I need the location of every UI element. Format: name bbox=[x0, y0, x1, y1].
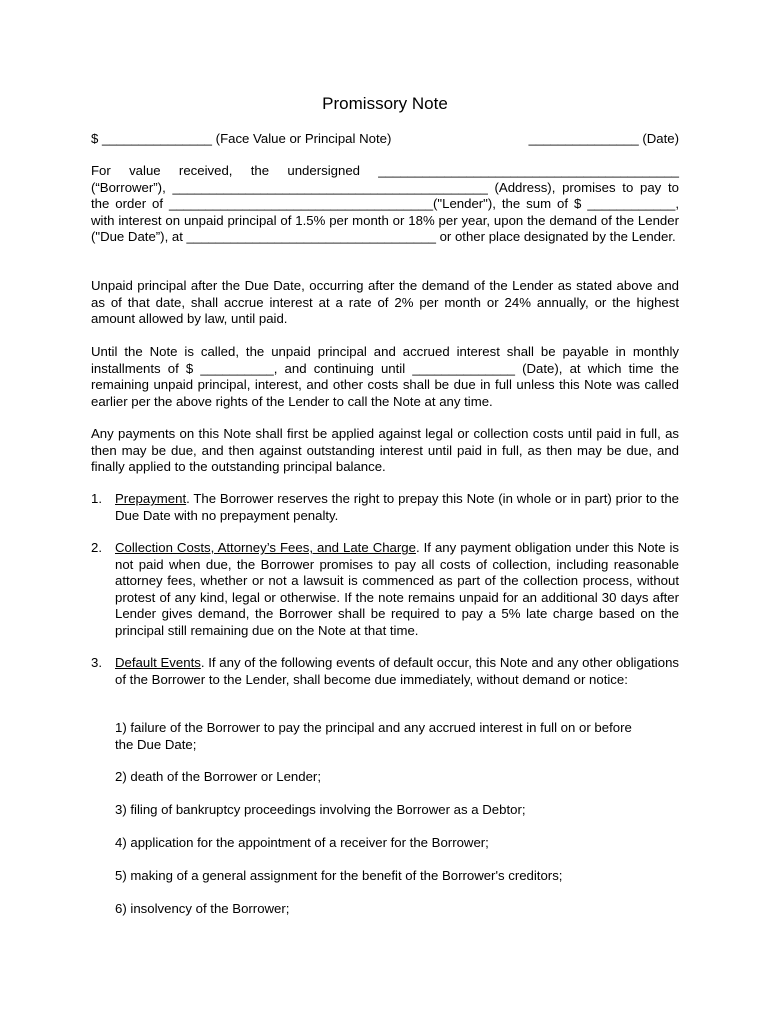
section-prepayment bbox=[115, 491, 679, 524]
section-number: 1. bbox=[91, 491, 102, 506]
face-value-field: $ _______________ (Face Value or Principal Note) bbox=[91, 131, 392, 146]
section-number: 3. bbox=[91, 655, 102, 670]
section-text: . If any payment obligation under this Note is not paid when due, the Borrower promises to pay all costs of collection, including reasonable attorney fees, whether or not a lawsuit is commenced as part of the collection process, without protest of any kind, legal or otherwise. If the note remains unpaid for an additional 30 days after Lender gives demand, the Borrower shall be required to pay a 5% late charge based on the principal still remaining due on the Note at that time. bbox=[115, 540, 679, 638]
event-item-4: 4) application for the appointment of a receiver for the Borrower; bbox=[115, 835, 489, 850]
page-title: Promissory Note bbox=[322, 94, 448, 113]
section-text: . If any of the following events of default occur, this Note and any other obligations of the Borrower to the Lender, shall become due immediately, without demand or notice: bbox=[115, 655, 679, 687]
section-number: 2. bbox=[91, 540, 102, 555]
event-item-6: 6) insolvency of the Borrower; bbox=[115, 901, 290, 916]
section-heading: Collection Costs, Attorney’s Fees, and Late Charge bbox=[115, 540, 416, 555]
section-text: . The Borrower reserves the right to prepay this Note (in whole or in part) prior to the Due Date with no prepayment penalty. bbox=[115, 491, 679, 523]
section-collection-costs bbox=[115, 540, 679, 639]
event-item-2: 2) death of the Borrower or Lender; bbox=[115, 769, 321, 784]
paragraph-value-received: For value received, the undersigned _________________________________________ (“Borrower”), ___________________________________________ (Address), promises to pay to the order of ____________________________________("Lender"), the sum of $ ____________, with interest on unpaid principal of 1.5% per month or 18% per year, upon the demand of the Lender ("Due Date”), at __________________________________ or other place designated by the Lender. bbox=[91, 163, 679, 244]
date-field: _______________ (Date) bbox=[528, 131, 679, 146]
paragraph-unpaid-principal: Unpaid principal after the Due Date, occurring after the demand of the Lender as stated above and as of that date, shall accrue interest at a rate of 2% per month or 24% annually, or the highest amount allowed by law, until paid. bbox=[91, 278, 679, 326]
event-item-5: 5) making of a general assignment for the benefit of the Borrower's creditors; bbox=[115, 868, 563, 883]
section-default-events bbox=[115, 655, 679, 688]
section-heading: Prepayment bbox=[115, 491, 187, 506]
paragraph-payments: Any payments on this Note shall first be applied against legal or collection costs until paid in full, as then may be due, and then against outstanding interest until paid in full, as then may be due, and finally applied to the outstanding principal balance. bbox=[91, 426, 679, 474]
section-heading: Default Events bbox=[115, 655, 201, 670]
paragraph-installments: Until the Note is called, the unpaid principal and accrued interest shall be payable in monthly installments of $ __________, and continuing until ______________ (Date), at which time the remaining unpaid principal, interest, and other costs shall be due in full unless this Note was called earlier per the above rights of the Lender to call the Note at any time. bbox=[91, 344, 679, 409]
event-item-1: 1) failure of the Borrower to pay the principal and any accrued interest in full on or before the Due Date; bbox=[115, 720, 632, 752]
event-item-3: 3) filing of bankruptcy proceedings involving the Borrower as a Debtor; bbox=[115, 802, 526, 817]
header-line bbox=[91, 131, 679, 146]
